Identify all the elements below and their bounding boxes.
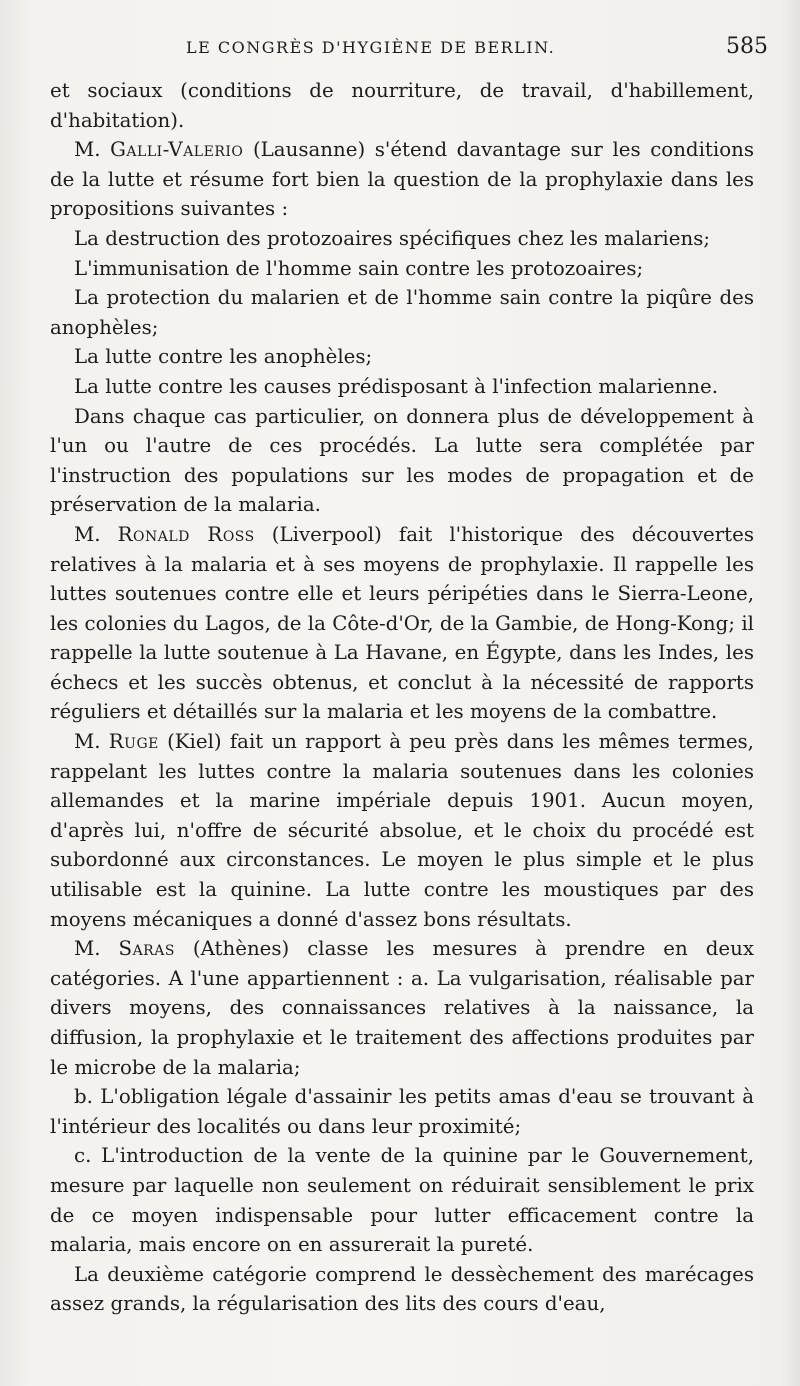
list-item (50, 1141, 754, 1259)
paragraph-text: L'immunisation de l'homme sain contre les protozoaires; (74, 256, 644, 280)
paragraph-text: et sociaux (conditions de nourriture, de travail, d'habillement, d'habitation). (50, 79, 754, 132)
list-item (50, 254, 754, 284)
list-item (50, 372, 754, 402)
paragraph-text: Dans chaque cas particulier, on donnera plus de développement à l'un ou l'autre de ces procédés. La lutte sera complétée par l'instruction des populations sur les modes de propagation et de préservation de la malaria. (50, 404, 754, 517)
paragraph-text: La lutte contre les anophèles; (74, 345, 373, 369)
paragraph-text: La deuxième catégorie comprend le dessèchement des marécages assez grands, la régularisation des lits des cours d'eau, (50, 1262, 754, 1316)
speaker-name: Ruge (108, 730, 159, 754)
paragraph (50, 402, 754, 520)
paragraph-text: (Kiel) fait un rapport à peu près dans les mêmes termes, rappelant les luttes contre la malaria soutenues dans les colonies allemandes et la marine impériale depuis 1901. Aucun moyen, d'après lui, n'offre de sécurité absolue, et le choix du procédé est subordonné aux circonstances. Le moyen le plus simple et le plus utilisable est la quinine. La lutte contre les moustiques par des moyens mécaniques a donné d'assez bons résultats. (50, 730, 754, 931)
paragraph-text: c. L'introduction de la vente de la quinine par le Gouvernement, mesure par laquelle non seulement on réduirait sensiblement le prix de ce moyen indispensable pour lutter efficacement contre la malaria, mais encore on en assurerait la pureté. (50, 1144, 754, 1257)
page-body (50, 76, 754, 1319)
paragraph-lead: M. (74, 522, 118, 546)
page-header (50, 34, 768, 66)
list-item (50, 1082, 754, 1141)
paragraph-text: b. L'obligation légale d'assainir les petits amas d'eau se trouvant à l'intérieur des localités ou dans leur proximité; (50, 1085, 754, 1138)
paragraph-text: La protection du malarien et de l'homme sain contre la piqûre des anophèles; (50, 286, 754, 339)
paragraph-text: (Athènes) classe les mesures à prendre en deux catégories. A l'une appartiennent : a. La vulgarisation, réalisable par divers moyens, des connaissances relatives à la naissance, la diffusion, la prophylaxie et le traitement des affections produites par le microbe de la malaria; (50, 937, 754, 1079)
list-item (50, 283, 754, 342)
running-title: LE CONGRÈS D'HYGIÈNE DE BERLIN. (186, 38, 556, 57)
paragraph-lead: M. (74, 730, 109, 754)
paragraph (50, 1260, 754, 1319)
speaker-name: Saras (118, 937, 175, 961)
paragraph-text: (Lausanne) s'étend davantage sur les conditions de la lutte et résume fort bien la question de la prophylaxie dans les propositions suivantes : (50, 138, 754, 221)
speaker-name: Galli-Valerio (110, 138, 244, 162)
page-number: 585 (726, 34, 768, 59)
paragraph (50, 135, 754, 224)
paragraph (50, 727, 754, 934)
paragraph-lead: M. (74, 138, 111, 162)
list-item (50, 342, 754, 372)
paragraph-text: (Liverpool) fait l'historique des découvertes relatives à la malaria et à ses moyens de prophylaxie. Il rappelle les luttes soutenues contre elle et leurs péripéties dans le Sierra-Leone, les colonies du Lagos, de la Côte-d'Or, de la Gambie, de Hong-Kong; il rappelle la lutte soutenue à La Havane, en Égypte, dans les Indes, les échecs et les succès obtenus, et conclut à la nécessité de rapports réguliers et détaillés sur la malaria et les moyens de la combattre. (50, 522, 754, 724)
paragraph-text: La lutte contre les causes prédisposant à l'infection malarienne. (74, 374, 719, 398)
paragraph-text: La destruction des protozoaires spécifiques chez les malariens; (74, 226, 711, 250)
paragraph-lead: M. (74, 937, 119, 961)
paragraph (50, 934, 754, 1082)
paragraph (50, 520, 754, 727)
speaker-name: Ronald Ross (117, 522, 255, 546)
paragraph (50, 76, 754, 135)
list-item (50, 224, 754, 254)
